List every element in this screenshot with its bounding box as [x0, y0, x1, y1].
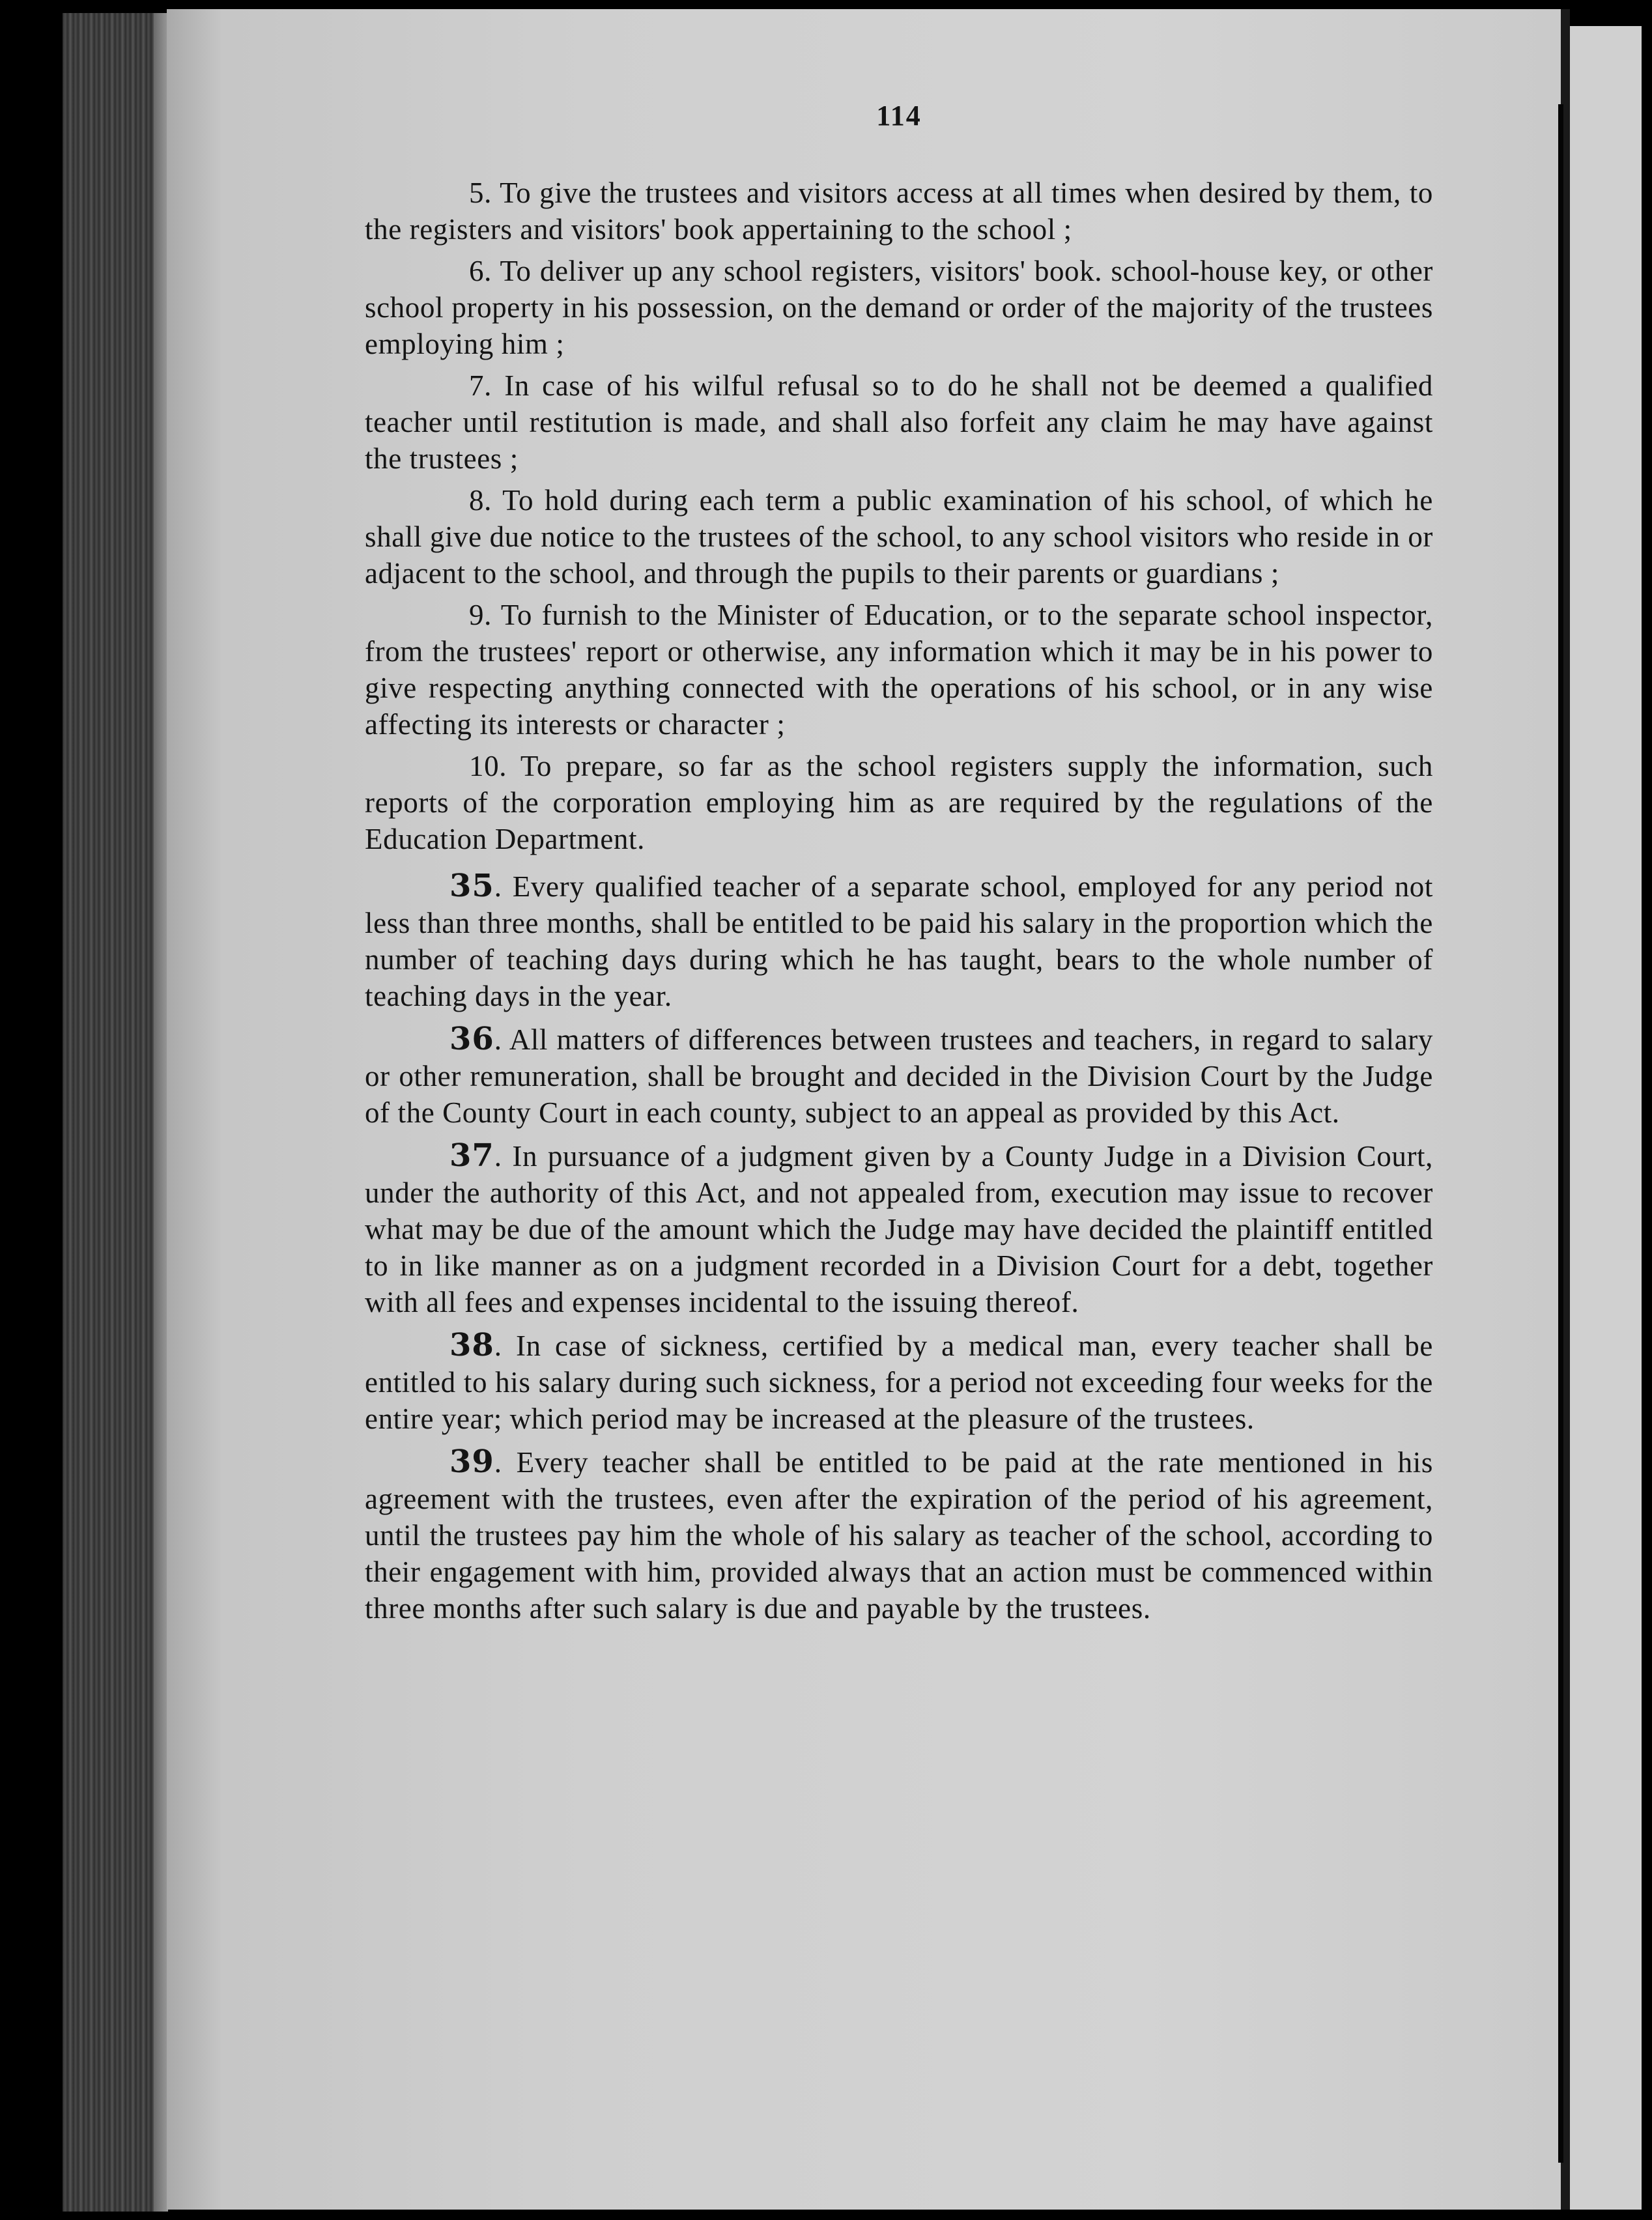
clause-6: 6. To deliver up any school registers, visitors' book. school-house key, or other school property in his possession, on the demand or order of the majority of the trustees employing him ;: [365, 255, 1433, 360]
section-38: [365, 1327, 1433, 1437]
facing-page: [1570, 26, 1642, 2210]
clause-9: 9. To furnish to the Minister of Education, or to the separate school inspector, from the trustees' report or otherwise, any information which it may be in his power to give respecting anything connected with the operations of his school, or in any wise affecting its interests or character ;: [365, 599, 1433, 741]
section-37: [365, 1137, 1433, 1320]
spacer: [365, 862, 1433, 868]
section-number: 38: [449, 1327, 494, 1363]
page-number: 114: [876, 100, 922, 132]
section-text: . Every qualified teacher of a separate school, employed for any period not less than three months, shall be entitled to be paid his salary in the proportion which the number of teaching days during which he has taught, bears to the whole number of teaching days in the year.: [365, 870, 1433, 1012]
section-text: . In case of sickness, certified by a medical man, every teacher shall be entitled to his salary during such sickness, for a period not exceeding four weeks for the entire year; which period may be increased at the pleasure of the trustees.: [365, 1330, 1433, 1435]
clause-8: 8. To hold during each term a public examination of his school, of which he shall give due notice to the trustees of the school, to any school visitors who reside in or adjacent to the school, and through the pupils to their parents or guardians ;: [365, 484, 1433, 590]
page-text-block: [365, 98, 1433, 1633]
section-39: [365, 1444, 1433, 1627]
section-text: . All matters of differences between trustees and teachers, in regard to salary or other remuneration, shall be brought and decided in the Division Court by the Judge of the County Court in each county, subject to an appeal as provided by this Act.: [365, 1023, 1433, 1129]
section-text: . In pursuance of a judgment given by a County Judge in a Division Court, under the authority of this Act, and not appealed from, execution may issue to recover what may be due of the amount which the Judge may have decided the plaintiff entitled to in like manner as on a judgment recorded in a Division Court for a debt, together with all fees and expenses incidental to the issuing thereof.: [365, 1140, 1433, 1318]
clause-10: 10. To prepare, so far as the school registers supply the information, such reports of the corporation employing him as are required by the regulations of the Education Department.: [365, 750, 1433, 855]
section-number: 36: [449, 1021, 494, 1057]
book-page-edge-highlight: [154, 13, 168, 2212]
section-36: [365, 1021, 1433, 1131]
book-page-edges: [63, 13, 167, 2212]
clause-7: 7. In case of his wilful refusal so to do he shall not be deemed a qualified teacher until restitution is made, and shall also forfeit any claim he may have against the trustees ;: [365, 369, 1433, 475]
section-number: 37: [449, 1137, 494, 1174]
section-number: 35: [449, 868, 494, 904]
section-number: 39: [449, 1444, 494, 1480]
section-35: [365, 868, 1433, 1014]
facing-page-edge: [1558, 104, 1563, 2163]
clause-5: 5. To give the trustees and visitors access at all times when desired by them, to the registers and visitors' book appertaining to the school ;: [365, 177, 1433, 246]
section-text: . Every teacher shall be entitled to be paid at the rate mentioned in his agreement with the trustees, even after the expiration of the period of his agreement, until the trustees pay him the whole of his salary as teacher of the school, according to their engagement with him, provided always that an action must be commenced within three months after such salary is due and payable by the trustees.: [365, 1446, 1433, 1625]
